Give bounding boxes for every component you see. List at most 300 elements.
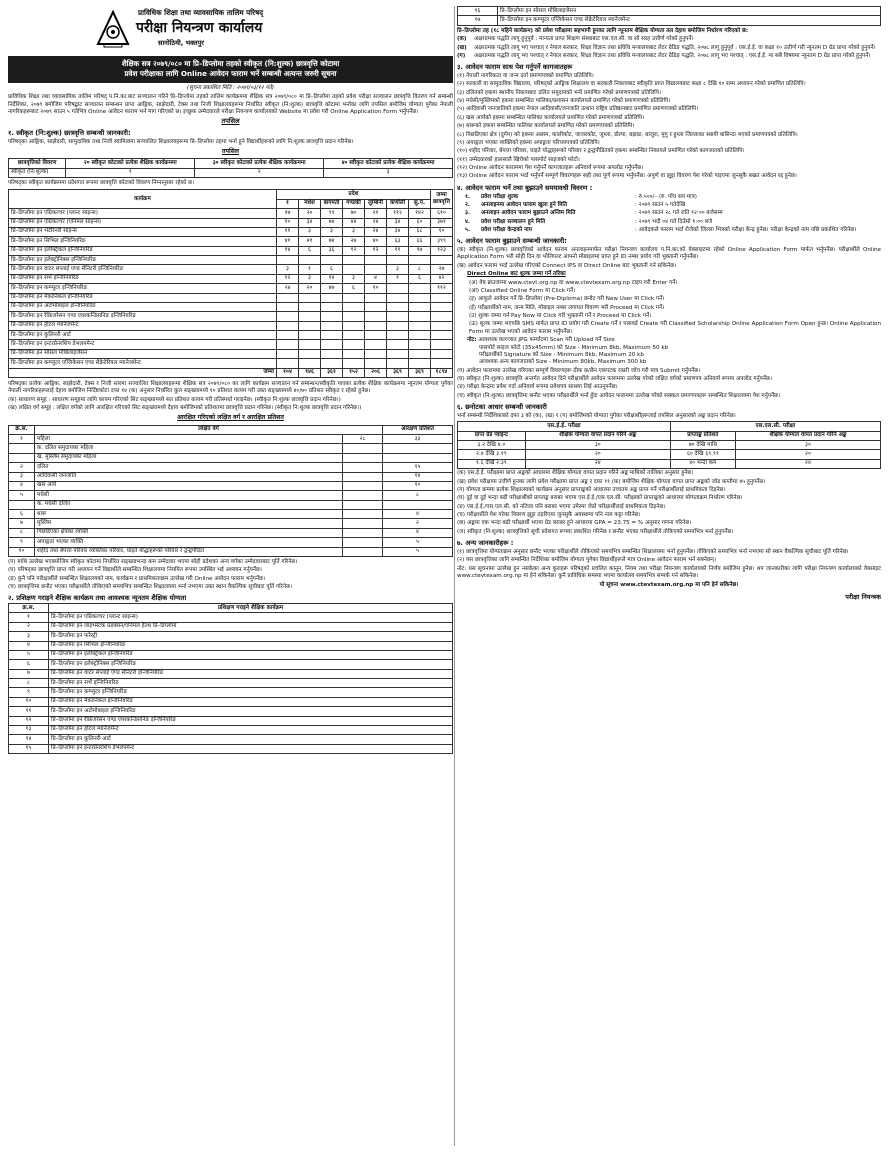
table-row [9, 481, 453, 490]
group-cell: क. दलित समुदायका महिला [35, 444, 343, 453]
sn-cell [9, 500, 35, 509]
section-1-text: परिषद्का आङ्गिक, साझेदारी, सामुदायिक तथा निजी स्वामित्वमा सञ्चालित शिक्षालयहरूमा प्रि–डिप्लोमा तहमा भर्ना हुने विद्यार्थीहरूको लागि नि:शुल्क छात्रवृत्ति प्रदान गरिनेछ। [8, 138, 354, 145]
document-item: (१३) Online आवेदन फाराम भर्दा भर्नुपर्ने सम्पूर्ण विवरणहरू सही तथा पूर्ण रूपमा भर्नुपर्नेछ। अपूर्ण वा झुट्टा विवरण पेश गरेको पाइएमा जुनसुकै बखत आवेदन रद्द हुनेछ। [457, 173, 797, 180]
quota-value: ३४ [299, 218, 321, 227]
sub-header: प्राप्ताङ्क प्रतिशत [670, 431, 735, 440]
quota-value [409, 321, 431, 330]
table-row [9, 632, 453, 641]
program-name: प्रि–डिप्लोमा इन इन्टरप्रेनरशिप डेभलपमेन्ट [9, 340, 277, 349]
quota-value [343, 349, 365, 358]
column-divider [454, 6, 455, 1146]
quota-value [277, 340, 299, 349]
quota-header: ४० स्वीकृत कोटाको प्रत्येक शैक्षिक कार्यक्रममा [324, 159, 453, 168]
schedule-key: अनलाइन आवेदन फाराम बुझाउने अन्तिम मिति [481, 210, 576, 217]
program-name: प्रि–डिप्लोमा इन एग्रिकल्चर (एनिमल साइन्स) [9, 218, 277, 227]
sub-percent-cell [343, 491, 383, 500]
quota-value: ३ [321, 227, 343, 236]
program-name: प्रि–डिप्लोमा इन होटल म्यानेजमेन्ट [9, 321, 277, 330]
quota-value: २७ [431, 265, 453, 274]
document-item: (७) थारूको हकमा सम्बन्धित पालिका कार्यालयले प्रमाणित गरेको प्रमाणपत्रको प्रतिलिपि। [457, 123, 635, 130]
quota-value [299, 293, 321, 302]
payment-steps [457, 280, 881, 337]
tapasil-heading: तपसिल [221, 117, 240, 126]
group-cell: शहीद तथा बेपत्ता परिवार व्यक्तिका परिवार, घाइते योद्धाहरूको परिवार र द्वन्द्वपीडित [35, 547, 343, 556]
program-cell: प्रि–डिप्लोमा इन लाइभस्टक प्रडक्सन/एनिमल हेल्थ प्रि–डिप्लोमा [49, 622, 453, 631]
program-cell: प्रि–डिप्लोमा इन इन्टरप्रेनरशिप डेभलपमेन्ट [49, 744, 453, 753]
percent-cell [383, 453, 453, 462]
qualification-items [457, 36, 881, 60]
quota-value [387, 359, 409, 368]
quota-value: १४ [277, 246, 299, 255]
table-row [9, 359, 453, 368]
percent-cell: ८ [383, 491, 453, 500]
office-name: परीक्षा नियन्त्रण कार्यालय [136, 20, 263, 36]
sub-percent-cell [343, 510, 383, 519]
program-cell: प्रि–डिप्लोमा इन मेकानिकल इन्जिनियरिङ [49, 697, 453, 706]
document-item: (१२) Online आवेदन फाराममा पेश गर्नुपर्ने कागजातहरू अनिवार्य रूपमा अपलोड गर्नुपर्नेछ। [457, 165, 644, 172]
quota-value [409, 293, 431, 302]
program-name: प्रि–डिप्लोमा इन भेटेरिनरी साइन्स [9, 227, 277, 236]
percent-header: आरक्षण प्रतिशत [383, 425, 453, 434]
quota-value: २७ [343, 237, 365, 246]
sub-percent-cell [343, 500, 383, 509]
office-address: सानोठिमी, भक्तपुर [158, 39, 204, 47]
sn-cell: ५ [9, 650, 49, 659]
program-name: प्रि–डिप्लोमा इन सिभिल इन्जिनियरिङ [9, 237, 277, 246]
quota-value: ६६ [409, 237, 431, 246]
note-intro: आवश्यक कागजात JPG फर्म्याटमा Scan गरी Upload गर्ने Size [478, 337, 615, 344]
quota-value [365, 349, 387, 358]
table-row [9, 435, 453, 444]
table-row [9, 547, 453, 556]
sn-cell [9, 444, 35, 453]
schedule-value: : २०७९ भदौ ०४ गते दिउँसो १:०० बजे [635, 218, 713, 225]
program-cell: प्रि–डिप्लोमा इन कम्प्युटर एप्लिकेसन एण्ड सेक्रेटेरियल म्यानेजमेन्ट [498, 16, 881, 25]
quota-value: १७ [277, 209, 299, 218]
percent-cell: ४ [383, 528, 453, 537]
document-item: (८) पिछडिएका क्षेत्र (दुर्गम) को हकमा अछाम, कालीकोट, जाजरकोट, जुम्ला, डोल्पा, बझाङ, बाजुरा, मुगु र हुम्ला जिल्लाका स्थायी बासिन्दा भएको प्रमाणपत्रको प्रतिलिपि। [457, 131, 798, 138]
schedule-key: प्रवेश परीक्षा केन्द्रको नाम [481, 227, 532, 234]
percent-cell [383, 500, 453, 509]
table-row [9, 641, 453, 650]
selection-cell: २० [525, 450, 670, 459]
selection-note: (छ) अङ्कमा एक भन्दा बढी परीक्षार्थी भएमा ग्रेड बराबर हुने आधारमा GPA = 23.75 = % अनुसार गणना गरिनेछ। [457, 520, 692, 527]
nepal-emblem-icon [96, 10, 130, 48]
slc-header: एस.एल.सी. परीक्षा [670, 422, 880, 431]
quota-value: २४ [365, 218, 387, 227]
table-row [9, 453, 453, 462]
sub-percent-cell [343, 463, 383, 472]
sn-cell: १३ [9, 725, 49, 734]
quota-value [431, 331, 453, 340]
document-item: (१०) शहीद परिवार, बेपत्ता परिवार, घाइते योद्धाहरूको परिवार र द्वन्द्वपीडितको हकमा सम्बन्धित निकायले प्रमाणित गरेको कागजातको प्रतिलिपि। [457, 148, 745, 155]
table-row [9, 472, 453, 481]
quota-value: ३ [343, 274, 365, 283]
size-item: पासपोर्ट साइज फोटो (35x45mm) को Size - Minimum 8kb, Maximum 50 kb [479, 344, 669, 351]
quota-value [365, 312, 387, 321]
program-list-table [8, 603, 453, 754]
percent-cell: १५ [383, 463, 453, 472]
sn-cell: ८ [9, 528, 35, 537]
selection-cell: ३.२ देखि ४.० [458, 441, 526, 450]
selection-cell: ६० देखि ६९.९९ [670, 450, 735, 459]
qualification-item [457, 45, 881, 52]
province-quota-table [8, 189, 453, 378]
group-cell: महिला [35, 435, 343, 444]
payment-step: (उ) शुल्क जम्मा गर्न Pay Now मा Click गरी भुक्तानी गर्ने र Proceed मा Click गर्ने। [469, 313, 652, 320]
quota-value: ६ [321, 265, 343, 274]
table-row [458, 7, 881, 16]
table-row [9, 500, 453, 509]
quota-value [343, 265, 365, 274]
province-header: प्रदेश [277, 190, 431, 199]
sn-cell: २ [9, 622, 49, 631]
program-header: प्रशिक्षण गराइने शैक्षिक कार्यक्रम [49, 604, 453, 613]
see-header: एस.ई.ई. परीक्षा [458, 422, 671, 431]
program-cell: प्रि–डिप्लोमा इन इलेक्ट्रिकल इन्जिनियरिङ [49, 650, 453, 659]
quota-value [431, 359, 453, 368]
quota-value: ३६ [321, 246, 343, 255]
quota-value [387, 340, 409, 349]
program-name: प्रि–डिप्लोमा इन इलेक्ट्रोनिक्स इन्जिनियरिङ [9, 256, 277, 265]
quota-value [365, 293, 387, 302]
sn-header: क्र.स. [9, 604, 49, 613]
selection-note: (ग) योग्यता क्रममा प्रत्येक शिक्षालयको कार्यक्रम अनुसार प्राप्ताङ्कको आधारमा उच्चतम अङ्क प्राप्त गर्ने परीक्षार्थीलाई प्राथमिकता दिइनेछ। [457, 486, 726, 493]
quota-value: २१ [365, 209, 387, 218]
table-row [9, 349, 453, 358]
quota-value [321, 321, 343, 330]
quota-value [299, 349, 321, 358]
quota-value: ११ [387, 246, 409, 255]
program-cell: प्रि–डिप्लोमा इन कम्प्युटर इन्जिनियरिङ [49, 688, 453, 697]
item-number: (क) [457, 36, 467, 43]
target-group-header: लक्षित वर्ग [35, 425, 383, 434]
quota-value: १० [365, 284, 387, 293]
table-row [458, 450, 881, 459]
other-info-item: नोट: यस सूचनामा उल्लेख हुन नसकेका अन्य कुराहरू परिषद्को प्रचलित कानून, नियम तथा परीक्षा नियन्त्रण कार्यालयको निर्णय बमोजिम हुनेछ। थप जानकारीका लागि परीक्षा नियन्त्रण कार्यालयको वेबसाइट www.ctevtexam.org.np मा हेर्न सकिनेछ। कुनै प्राविधिक समस्या भएमा कार्यालय समयभित्र सम्पर्क गर्न सकिनेछ। [457, 565, 881, 580]
quota-value: ६८ [409, 227, 431, 236]
total-value: ३६९ [387, 368, 409, 377]
selection-cell: २४ [735, 459, 880, 468]
qualification-intro: प्रि–डिप्लोमा तह (१८ महिने कार्यक्रम) को प्रवेश परीक्षामा सहभागी हुनका लागि न्यूनतम शैक्षिक योग्यता तल देहाय बमोजिम निर्धारण गरिएको छ: [457, 27, 749, 34]
section-3-title: ३. आवेदन फाराम साथ पेश गर्नुपर्ने कागजातहरू [457, 63, 573, 72]
schedule-number: ५. [465, 227, 471, 234]
program-name: प्रि–डिप्लोमा इन कम्प्युटर एप्लिकेसन एण्ड सेक्रेटेरियल म्यानेजमेन्ट [9, 359, 277, 368]
quota-value: ६१० [431, 209, 453, 218]
quota-value: ३७१ [431, 218, 453, 227]
table-row [9, 218, 453, 227]
sub-header: प्राप्त ग्रेड प्वाइन्ट [458, 431, 526, 440]
program-cell: प्रि–डिप्लोमा इन सर्भे इन्जिनियरिङ [49, 679, 453, 688]
group-cell: दलित [35, 463, 343, 472]
payment-step: (इ) आफूले आवेदन गर्ने प्रि–डिप्लोमा (Pre-Diploma) छनोट गरी New User मा Click गर्ने। [469, 296, 665, 303]
left-note: (घ) परिषद्का छात्रवृत्ति प्राप्त गरी अध्ययन गर्ने विद्यार्थीले सम्बन्धित शिक्षालयमा नियमित रूपमा उपस्थित भई अध्ययन गर्नुपर्नेछ। [8, 567, 262, 574]
quota-value [365, 340, 387, 349]
document-list [457, 73, 881, 181]
selection-basis-table [457, 421, 881, 469]
quota-value: ४१ [299, 237, 321, 246]
quota-value [431, 349, 453, 358]
table-row [9, 491, 453, 500]
table-row [9, 340, 453, 349]
percent-cell: १० [383, 481, 453, 490]
upload-note [457, 337, 881, 367]
quota-value: १२ [365, 246, 387, 255]
quota-value [387, 293, 409, 302]
item-text: अक्षरात्मक पद्धति लागू भए पश्चात् र नेपाल सरकार, शिक्षा विज्ञान तथा प्रविधि मन्त्रालयबाट लेटर ग्रेडिङ पद्धति, २०७८ लागू भए पश्चात् : एस.ई.ई. मा सबै विषयमा न्यूनतम D ग्रेड प्राप्त गरेको हुनुपर्ने। [474, 52, 871, 59]
schedule-number: ३. [465, 210, 471, 217]
quota-value [365, 359, 387, 368]
quota-value [387, 312, 409, 321]
scholarship-quota-table [8, 158, 453, 178]
quota-value: ३४ [387, 218, 409, 227]
program-cell: प्रि–डिप्लोमा इन फरेस्ट्री [49, 632, 453, 641]
program-cell: प्रि–डिप्लोमा इन वाटर सप्लाई एण्ड सेनिटरी इन्जिनियरिङ [49, 669, 453, 678]
selection-cell: ४० भन्दा कम [670, 459, 735, 468]
table-row [9, 312, 453, 321]
sub-percent-cell [343, 472, 383, 481]
document-item: (१) नेपाली नागरिकता वा जन्म दर्ता प्रमाणपत्रको प्रमाणित प्रतिलिपि। [457, 72, 594, 79]
table-row [9, 237, 453, 246]
table-row [9, 444, 453, 453]
quota-value [299, 340, 321, 349]
size-item: परीक्षार्थीको Signature को Size - Minimum 8kb, Maximum 20 kb [479, 351, 644, 358]
total-value: ३६९ [409, 368, 431, 377]
quota-value [277, 293, 299, 302]
quota-value: १४२ [409, 209, 431, 218]
quota-value [299, 302, 321, 311]
selection-note: (ङ) एस.ई.ई./एस.एल.सी. को नतिजा पनि बराबर भएमा उमेरमा जेठो परीक्षार्थीलाई प्राथमिकता दिइनेछ। [457, 503, 666, 510]
selection-notes [457, 470, 881, 536]
table-row [9, 716, 453, 725]
quota-value [343, 340, 365, 349]
table-row [9, 321, 453, 330]
quota-value: ६ [409, 274, 431, 283]
quota-value [409, 340, 431, 349]
schedule-value: : २०७९ साउन २८ गते राति १२:०० बजेसम्म [635, 210, 723, 217]
quota-cell: १ [66, 168, 195, 177]
payment-step: (ऊ) शुल्क जम्मा भएपछि SMS मार्फत प्राप्त ID प्रयोग गरी Create गर्ने र पासवर्ड Create गरी Classified Scholarship Online Application Form Open हुन्छ। Online Application Form मा उल्लेख भएको आवेदन फाराम भर्नुपर्नेछ। [469, 321, 881, 335]
size-list [467, 345, 881, 367]
group-cell: मधेसी [35, 491, 343, 500]
program-cell: प्रि–डिप्लोमा इन कुलिनरी आर्ट [49, 735, 453, 744]
section-1-text-2: परिषद्का स्वीकृत कार्यक्रममा प्रदेशगत रूपमा छात्रवृत्ति कोटाको विवरण निम्नानुसार रहेको छ। [8, 180, 195, 187]
schedule-item [457, 219, 881, 226]
quota-value [409, 312, 431, 321]
table-row [9, 256, 453, 265]
quota-value: ३४ [387, 227, 409, 236]
program-cell: प्रि–डिप्लोमा इन एग्रिकल्चर (प्लान्ट साइन्स) [49, 613, 453, 622]
quota-value [299, 331, 321, 340]
other-info-item: (२) यस छात्रवृत्तिका लागि सम्बन्धित निर्देशिका बमोजिम योग्यता पुगेका विद्यार्थीहरूले मात्र Online आवेदन फाराम भर्न सक्नेछन्। [457, 557, 716, 564]
table-row [9, 735, 453, 744]
table-1-caption: तपसिल [221, 148, 240, 156]
paragraph-2: परिषद्का प्रत्येक आङ्गिक, साझेदारी, टेक्स र निजी स्तरमा सञ्चालित शिक्षालयहरूमा शैक्षिक सत्र २०७९/०८० का लागि कार्यक्रम सञ्चालन गर्न सम्बन्धन/स्वीकृति पाएका प्रत्येक शैक्षिक कार्यक्रममा न्यूनतम योग्यता पुगेका नेपाली नागरिकहरूलाई देहाय बमोजिम निर्दिष्टकोटा दफा १४ (क) अनुसार निर्धारित कुल सङ्ख्यामध्ये १० प्रतिशत कायम गरी उक्त सङ्ख्यामध्ये ४०/७० प्रतिशत स्वीकृत र रहेको हुनेछ। [8, 380, 453, 395]
left-note: (च) छात्रवृत्तिमा छनौट भएका परीक्षार्थीले तोकिएको समयभित्र सम्बन्धित शिक्षालयमा भर्ना नभएमा उक्त स्थान वैकल्पिक सूचीबाट पूर्ति गरिनेछ। [8, 584, 292, 591]
table-row [458, 441, 881, 450]
total-value: १४६ [299, 368, 321, 377]
section-4-title: ४. आवेदन फाराम भर्ने तथा बुझाउने समयावधी विवरण : [457, 183, 593, 192]
quota-value [321, 302, 343, 311]
table-row [9, 227, 453, 236]
table-row [9, 650, 453, 659]
office-parent-name: प्राविधिक शिक्षा तथा व्यावसायिक तालिम परिषद् [138, 8, 264, 17]
payment-step: (आ) Classified Online Form मा Click गर्ने। [469, 287, 576, 294]
sn-cell: १० [9, 547, 35, 556]
payment-step: (ई) परीक्षार्थीको नाम, जन्म मिति, मोबाइल नम्बर लगायत विवरण भरी Proceed मा Click गर्ने। [469, 304, 665, 311]
schedule-number: १. [465, 193, 471, 200]
quota-value [321, 331, 343, 340]
quota-value [431, 312, 453, 321]
quota-value: १२ [277, 274, 299, 283]
percent-cell: १४ [383, 472, 453, 481]
sub-percent-cell [343, 453, 383, 462]
quota-value: ६० [409, 218, 431, 227]
sn-cell: ४ [9, 481, 35, 490]
group-cell: मुस्लिम [35, 519, 343, 528]
quota-value [387, 321, 409, 330]
document-item: (२) सरकारी वा सामुदायिक विद्यालय, परिषद्को आङ्गिक शिक्षालय वा सरकारी निकायबाट स्वीकृति प्राप्त विद्यालयबाट कक्षा ८ देखि १० सम्म अध्ययन गरेको प्रमाणित प्रतिलिपि। [457, 81, 806, 88]
quota-value [409, 359, 431, 368]
document-item: (५) आदिवासी जनजातिको हकमा नेपाल आदिवासी/जनजाति उत्थान राष्ट्रिय प्रतिष्ठानबाट प्रमाणित प्रमाणपत्रको प्रतिलिपि। [457, 106, 699, 113]
section-5-title: ५. आवेदन फाराम बुझाउने सम्बन्धी जानकारी: [457, 237, 567, 246]
quota-value [365, 331, 387, 340]
program-cell: प्रि–डिप्लोमा इन सिभिल इन्जिनियरिङ [49, 641, 453, 650]
table-row [9, 622, 453, 631]
section-7-title: ७. अन्य जानकारीहरू : [457, 539, 514, 548]
submission-more-item: (ङ) परीक्षा केन्द्रमा प्रवेश गर्दा अनिवार्य रूपमा प्रवेशपत्र साथमा लिई आउनुपर्नेछ। [457, 384, 618, 391]
right-column [457, 6, 881, 1151]
quota-value [277, 302, 299, 311]
quota-value [343, 331, 365, 340]
program-name: प्रि–डिप्लोमा इन एग्रिकल्चर (प्लान्ट साइन्स) [9, 209, 277, 218]
program-name: प्रि–डिप्लोमा इन इलेक्ट्रिकल इन्जिनियरिङ [9, 246, 277, 255]
website-line: यो सूचना www.ctevtexam.org.np मा पनि हेर्न सकिनेछ। [599, 582, 739, 589]
section-2-title: २. प्रशिक्षण गराइने शैक्षिक कार्यक्रम तथा आवश्यक न्यूनतम शैक्षिक योग्यता [8, 594, 187, 603]
notice-banner [8, 56, 453, 83]
sn-cell: १५ [9, 744, 49, 753]
sn-cell: ४ [9, 641, 49, 650]
percent-cell: २ [383, 519, 453, 528]
left-note: (ग) माथि उल्लेख भएबमोजिम स्वीकृत कोटामा निर्धारित सङ्ख्याभन्दा कम उम्मेदवार भएमा सोही प्रदेशका अन्य वर्गका उम्मेदवारबाट पूर्ति गरिनेछ। [8, 558, 298, 565]
quota-value: २० [299, 209, 321, 218]
intro-paragraph: प्राविधिक शिक्षा तथा व्यावसायिक तालिम परिषद् प.नि.का.बाट सञ्चालन गरिने प्रि–डिप्लोमा तहको तालिम कार्यक्रममा शैक्षिक सत्र २०७९/०८० मा प्रि–डिप्लोमा तहको प्रवेश परीक्षा सञ्चालन छात्रवृत्ति वितरण गर्न सम्बन्धी निर्देशिका, २०७९ बमोजिम परिषद्बाट सञ्चालन सम्बन्धन प्राप्त आङ्गिक, साझेदारी, टेक्स तथा निजी शिक्षालयहरूमा निर्धारित स्वीकृत (नि:शुल्क) छात्रवृत्ति कोटामा भर्नाका लागि तपसिल बमोजिम योग्यता पुगेका नेपाली नागरिकहरूबाट २०७९ साउन ५ गतेभित्र Online आवेदन फाराम भर्न माग गरिएको छ। इच्छुक उम्मेदवारले परीक्षा नियन्त्रण कार्यालयको Website मा प्रवेश गरी Online Application Form भर्नुपर्नेछ। [8, 94, 453, 115]
sub-header: शैक्षिक योग्यता वापत प्रदान गरिने अङ्क [525, 431, 670, 440]
program-name: प्रि–डिप्लोमा इन कम्प्युटर इन्जिनियरिङ [9, 284, 277, 293]
quota-value [277, 321, 299, 330]
table-row [9, 528, 453, 537]
quota-header: छात्रवृत्तिको विवरण [9, 159, 66, 168]
sn-cell: १६ [458, 7, 498, 16]
schedule-item [457, 210, 881, 217]
quota-value [365, 256, 387, 265]
quota-value: ८ [409, 265, 431, 274]
direct-online-title: Direct Online बाट शुल्क जम्मा गर्ने तरिका [467, 271, 566, 278]
total-label: जम्मा [9, 368, 277, 377]
sn-cell: ३ [9, 632, 49, 641]
program-name: प्रि–डिप्लोमा इन वाटर सप्लाई एण्ड सेनिटरी इन्जिनियरिङ [9, 265, 277, 274]
quota-value: ७० [343, 209, 365, 218]
quota-value [343, 359, 365, 368]
quota-value: १० [431, 227, 453, 236]
quota-value: ६ [343, 284, 365, 293]
signature: परीक्षा नियन्त्रक [845, 592, 881, 601]
schedule-number: २. [465, 201, 471, 208]
sn-cell: ६ [9, 510, 35, 519]
province-col: लुम्बिनी [365, 199, 387, 208]
quota-value [321, 256, 343, 265]
quota-value: ११२ [431, 284, 453, 293]
program-cell: प्रि–डिप्लोमा इन सोसल मोबिलाइजेसन [498, 7, 881, 16]
total-value: १५२ [343, 368, 365, 377]
quota-value: १७ [409, 246, 431, 255]
quota-cell: स्वीकृत (नि:शुल्क) [9, 168, 66, 177]
selection-note: (ज) स्वीकृत (नि:शुल्क) छात्रवृत्तिको सूची प्रदेशगत रूपमा प्रकाशित गरिनेछ र छनौट भएका परीक्षार्थीले तोकिएको समयभित्र भर्ना हुनुपर्नेछ। [457, 528, 734, 535]
quota-value: ४० [365, 237, 387, 246]
sn-cell: १ [9, 613, 49, 622]
quota-value: १० [277, 218, 299, 227]
quota-value [431, 256, 453, 265]
program-name: प्रि–डिप्लोमा इन अटोमोबाइल इन्जिनियरिङ [9, 302, 277, 311]
document-item: (३) दलितको हकमा स्थानीय निकायबाट दलित समुदायको भनी प्रमाणित गरेको प्रमाणपत्रको प्रतिलिपि। [457, 89, 662, 96]
group-cell: थारू [35, 510, 343, 519]
table-row [9, 669, 453, 678]
table-row [9, 679, 453, 688]
schedule-key: प्रवेश परीक्षा सञ्चालन हुने मिति [481, 218, 546, 225]
sub-percent-cell [343, 444, 383, 453]
program-cell: प्रि–डिप्लोमा इन इलेक्ट्रोनिक्स इन्जिनियरिङ [49, 660, 453, 669]
group-cell: ख. मुस्लिम समुदायका महिला [35, 453, 343, 462]
sn-cell: १७ [458, 16, 498, 25]
left-note: (ङ) कुनै पनि परीक्षार्थीले सम्बन्धित शिक्षालयको नाम, कार्यक्रम र प्राथमिकताक्रम उल्लेख गरी Online आवेदन फाराम भर्नुपर्नेछ। [8, 575, 265, 582]
table-row [9, 538, 453, 547]
quota-value [277, 312, 299, 321]
quota-value [343, 302, 365, 311]
table-row [9, 463, 453, 472]
submission-info [457, 247, 881, 270]
quota-cell: २ [195, 168, 324, 177]
quota-value [299, 359, 321, 368]
quota-cell: ३ [324, 168, 453, 177]
quota-value [321, 359, 343, 368]
schedule-number: ४. [465, 218, 471, 225]
schedule-value: : रु.५००/– (रु. पाँच सय मात्र) [635, 193, 697, 200]
selection-note: (घ) दुई वा दुई भन्दा बढी परीक्षार्थीको प्राप्ताङ्क बराबर भएमा एस.ई.ई./एस.एल.सी. परीक्षाको प्राप्ताङ्कको आधारमा योग्यताक्रम निर्धारण गरिनेछ। [457, 495, 743, 502]
sn-cell: १ [9, 435, 35, 444]
quota-value: ३ [387, 265, 409, 274]
header [8, 6, 453, 56]
notice-date: (सूचना प्रकाशित मिति : २०७९/०३/१२ गते) [186, 84, 275, 91]
quota-value: ६३ [387, 237, 409, 246]
selection-cell: २० [735, 450, 880, 459]
schedule-item [457, 202, 881, 209]
sn-cell: ७ [9, 519, 35, 528]
quota-value: ७४ [321, 237, 343, 246]
schedule-list [457, 194, 881, 235]
quota-value [321, 349, 343, 358]
sn-cell: १४ [9, 735, 49, 744]
group-cell: क. मधेसी दलित [35, 500, 343, 509]
table-row [9, 613, 453, 622]
selection-cell: ३० [525, 441, 670, 450]
selection-cell: ७० देखि माथि [670, 441, 735, 450]
table-row [9, 725, 453, 734]
group-cell: अपाङ्गता भएका व्यक्ति [35, 538, 343, 547]
quota-value: ४२ [431, 274, 453, 283]
quota-value [277, 349, 299, 358]
percent-cell: ४ [383, 510, 453, 519]
quota-value: १ [387, 274, 409, 283]
